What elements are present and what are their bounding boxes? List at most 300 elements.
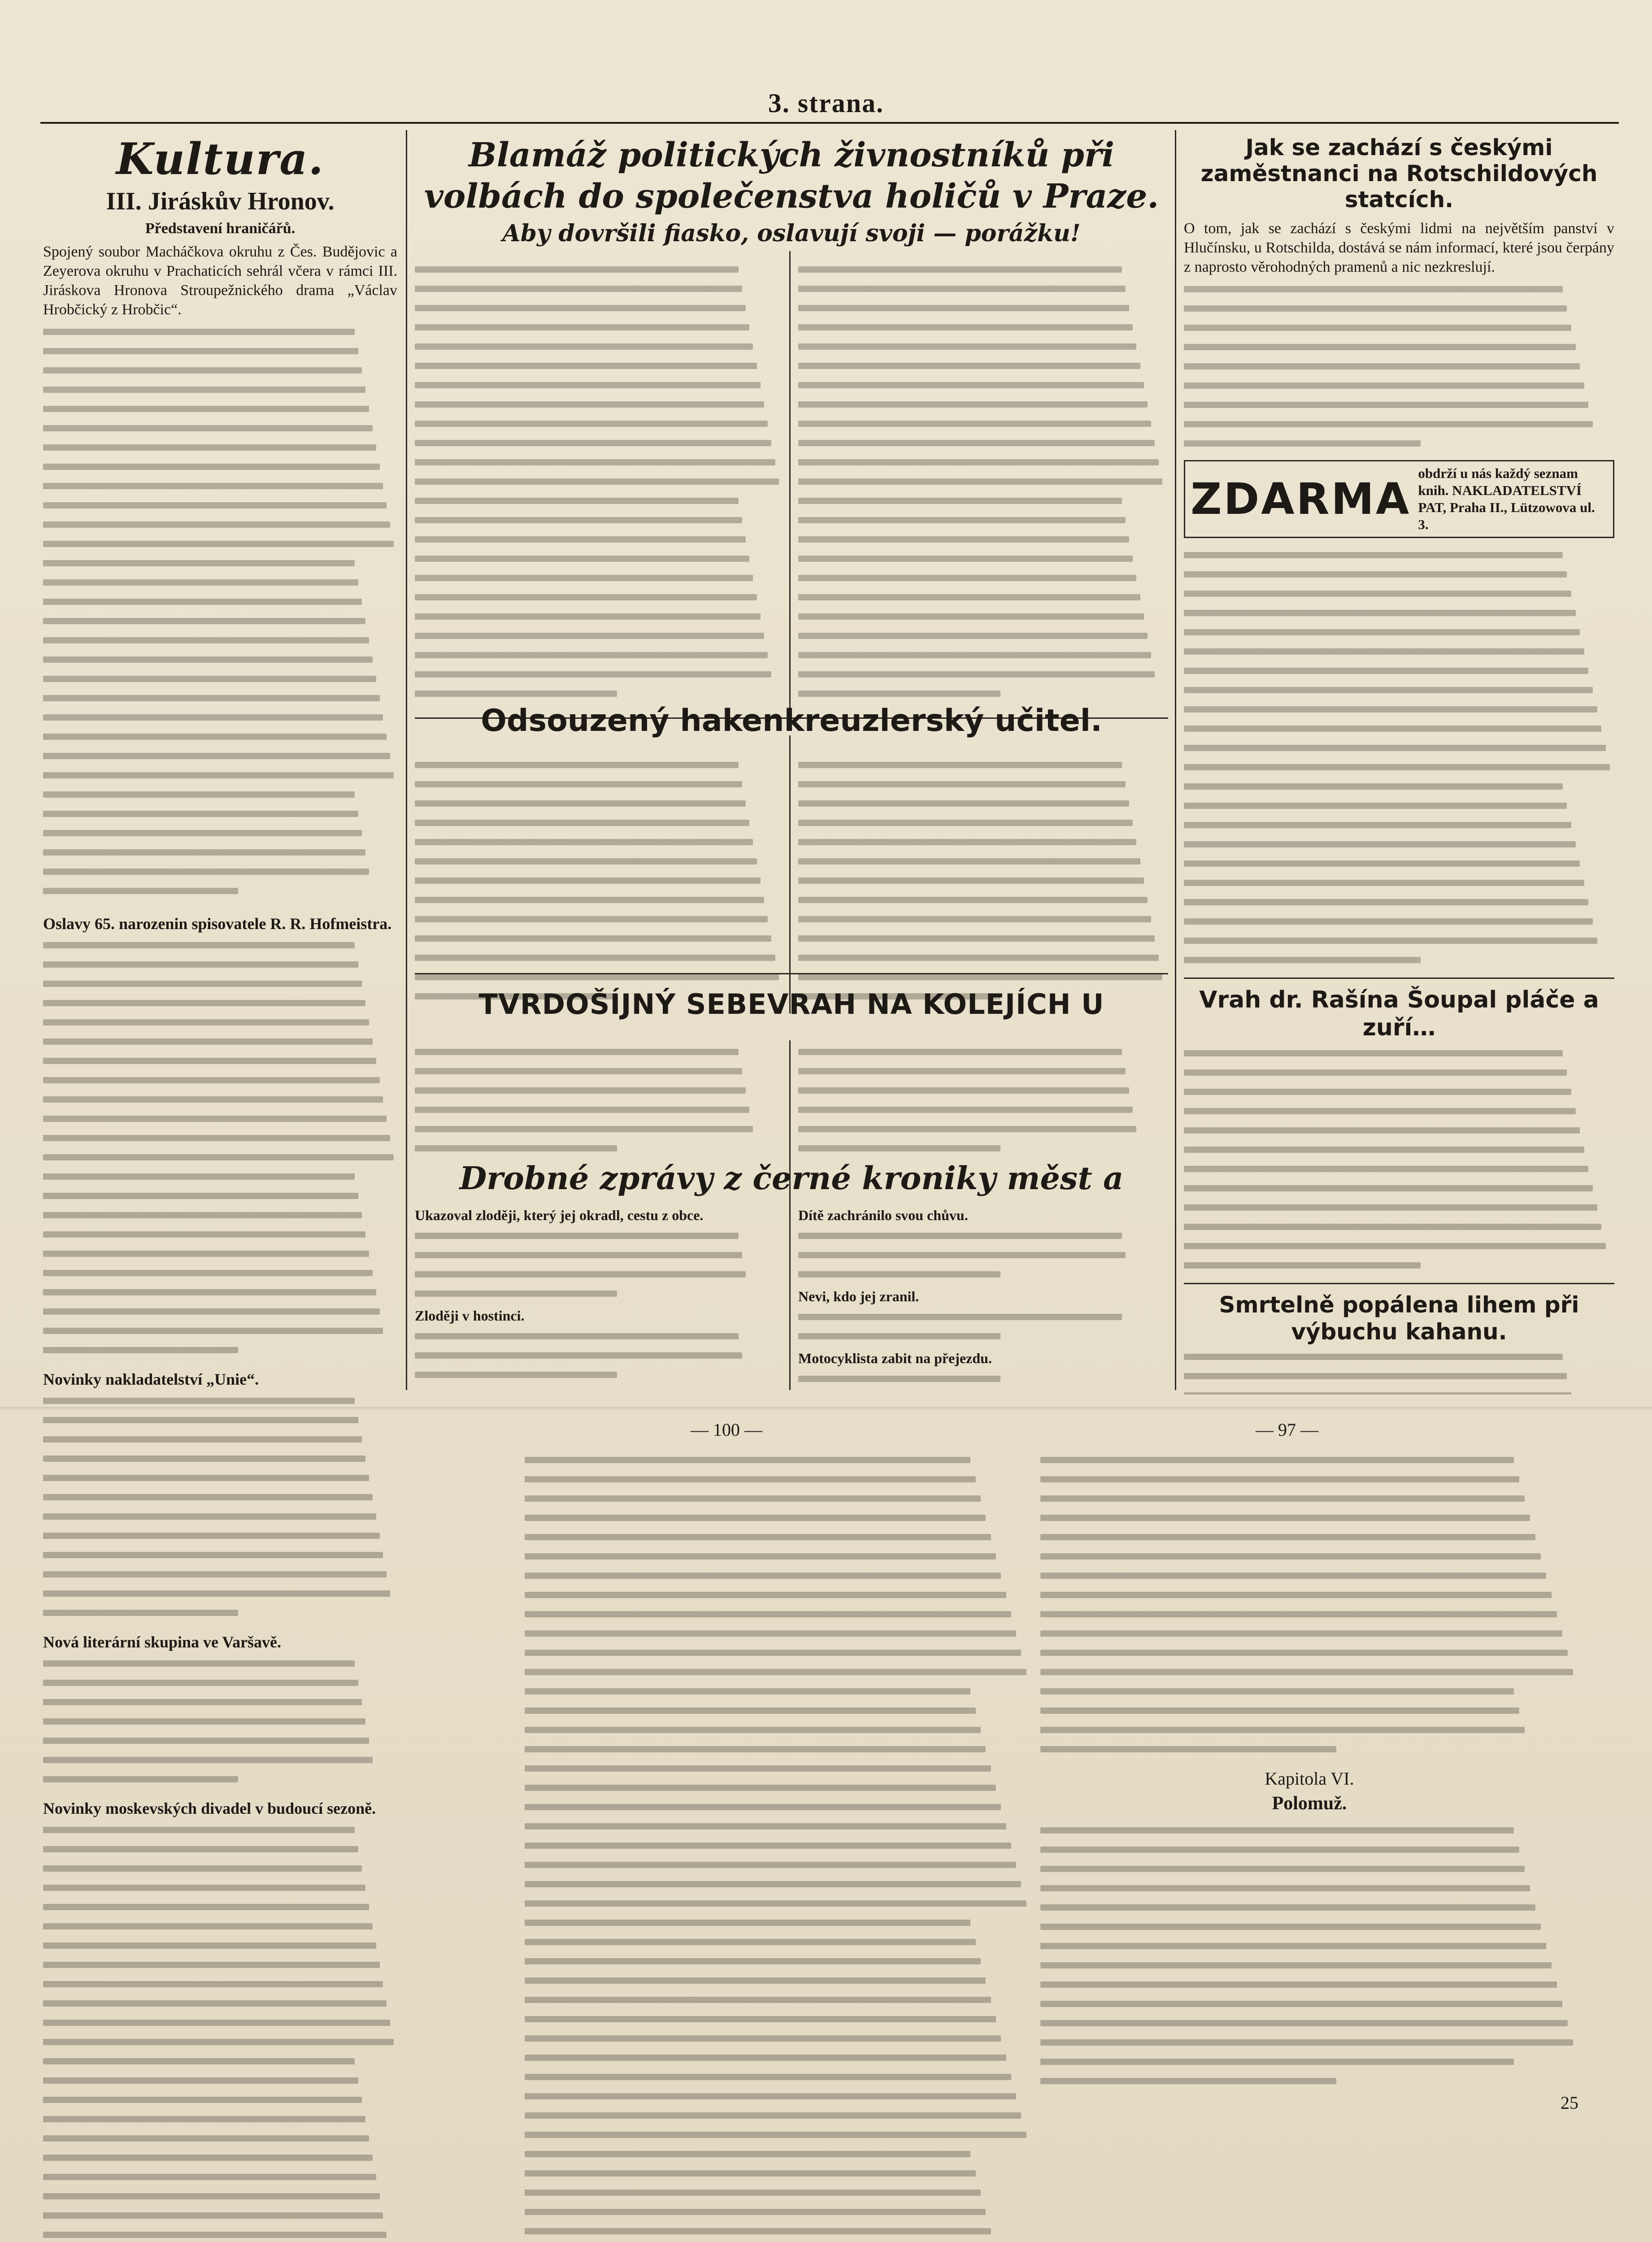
text-line — [525, 2164, 1031, 2183]
text-line — [43, 862, 397, 881]
article-body — [415, 1326, 783, 1384]
text-line — [525, 1624, 1031, 1643]
text-line — [43, 1147, 397, 1167]
text-line — [43, 476, 397, 495]
text-line — [415, 1100, 783, 1119]
text-line — [43, 1205, 397, 1225]
odsouzeny-col-1 — [415, 753, 783, 1013]
text-line — [43, 2032, 397, 2051]
text-line — [1040, 1547, 1578, 1566]
text-line — [415, 568, 783, 587]
text-line — [43, 630, 397, 650]
drobne-header — [415, 1157, 1168, 1202]
text-line — [1040, 1878, 1578, 1898]
text-line — [415, 1284, 783, 1303]
article-body — [1184, 1347, 1614, 1395]
text-line — [798, 260, 1166, 279]
text-line — [525, 1469, 1031, 1489]
text-line — [43, 1449, 397, 1468]
text-line — [525, 2067, 1031, 2086]
text-line — [1040, 1508, 1578, 1527]
text-line — [1040, 1701, 1578, 1720]
text-line — [415, 794, 783, 813]
text-line — [798, 832, 1166, 852]
blamaz-col-2 — [798, 258, 1166, 715]
text-line — [43, 1654, 397, 1673]
text-line — [43, 823, 397, 843]
text-line — [798, 1081, 1166, 1100]
text-line — [1040, 1955, 1578, 1975]
column-rule — [789, 1040, 791, 1390]
text-line — [415, 755, 783, 774]
text-line — [1040, 1739, 1578, 1759]
article-body — [415, 1226, 783, 1303]
text-line — [1184, 1236, 1614, 1256]
hronov-lead: Spojený soubor Macháčkova okruhu z Čes. Budějovic a Zeyerova okruhu v Prachaticích sehrál včera v rámci III. Jiráskova Hronova Stroupežnického drama „Václav Hrobčický z Hrobčic“. — [43, 243, 397, 318]
text-line — [798, 607, 1166, 626]
text-line — [43, 1820, 397, 1839]
text-line — [43, 457, 397, 476]
text-line — [1040, 1604, 1578, 1624]
page-number: 3. strana. — [768, 88, 884, 118]
text-line — [43, 1070, 397, 1090]
text-line — [415, 832, 783, 852]
text-line — [43, 2109, 397, 2129]
text-line — [415, 665, 783, 684]
text-line — [1040, 1566, 1578, 1585]
text-line — [43, 1712, 397, 1731]
text-line — [415, 607, 783, 626]
text-line — [798, 1307, 1166, 1326]
novel-page-number: 25 — [1561, 2093, 1578, 2113]
text-line — [798, 665, 1166, 684]
text-line — [1184, 815, 1614, 834]
hronov-title: III. Jiráskův Hronov. — [106, 187, 335, 215]
text-line — [798, 356, 1166, 375]
text-line — [43, 438, 397, 457]
text-line — [525, 1894, 1031, 1913]
text-line — [415, 549, 783, 568]
text-line — [798, 626, 1166, 645]
text-line — [43, 2186, 397, 2206]
text-line — [525, 2221, 1031, 2241]
text-line — [1184, 565, 1614, 584]
text-line — [798, 317, 1166, 337]
text-line — [415, 1226, 783, 1245]
text-line — [43, 515, 397, 534]
unie-title: Novinky nakladatelství „Unie“. — [43, 1370, 259, 1388]
text-line — [1040, 1898, 1578, 1917]
hronov-subtitle: Představení hraničářů. — [145, 220, 296, 237]
text-line — [798, 414, 1166, 433]
text-line — [525, 1527, 1031, 1547]
kultura-masthead: Kultura. — [116, 135, 324, 184]
text-line — [798, 813, 1166, 832]
text-line — [1184, 1347, 1614, 1366]
article-body — [43, 1820, 397, 2242]
text-line — [525, 1932, 1031, 1951]
text-line — [1184, 892, 1614, 912]
text-line — [415, 948, 783, 967]
text-line — [43, 1545, 397, 1564]
text-line — [798, 587, 1166, 607]
text-line — [43, 341, 397, 361]
text-line — [1040, 1450, 1578, 1469]
text-line — [1040, 2052, 1578, 2071]
text-line — [1184, 1140, 1614, 1159]
text-line — [798, 298, 1166, 317]
text-line — [525, 1951, 1031, 1971]
text-line — [525, 2125, 1031, 2144]
text-line — [43, 399, 397, 418]
vrah-headline: Vrah dr. Rašína Šoupal pláče a zuří… — [1199, 986, 1599, 1041]
article-body — [43, 1654, 397, 1789]
top-rule — [40, 122, 1619, 124]
text-line — [525, 1682, 1031, 1701]
text-line — [798, 491, 1166, 510]
text-line — [1184, 738, 1614, 757]
text-line — [415, 852, 783, 871]
folio-left: — 100 — — [691, 1420, 762, 1440]
text-line — [798, 1061, 1166, 1081]
drobne-col-2 — [798, 1206, 1166, 1395]
text-line — [1184, 1121, 1614, 1140]
text-line — [1184, 1159, 1614, 1178]
text-line — [1040, 1975, 1578, 1994]
text-line — [798, 510, 1166, 530]
tvrdosijny-header — [415, 978, 1168, 1036]
fold-shadow — [0, 1407, 1652, 1411]
text-line — [43, 1897, 397, 1916]
text-line — [43, 534, 397, 553]
text-line — [1184, 318, 1614, 337]
text-line — [415, 433, 783, 452]
text-line — [415, 890, 783, 909]
text-line — [1184, 757, 1614, 777]
text-line — [798, 948, 1166, 967]
text-line — [525, 1816, 1031, 1836]
column-rule — [406, 130, 407, 1390]
text-line — [43, 1468, 397, 1487]
text-line — [1040, 1682, 1578, 1701]
text-line — [1184, 642, 1614, 661]
text-line — [43, 322, 397, 341]
text-line — [1040, 1489, 1578, 1508]
text-line — [1040, 1936, 1578, 1955]
drobne-headline: Drobné zprávy z černé kroniky měst a — [459, 1160, 1124, 1197]
text-line — [415, 375, 783, 395]
culture-column — [43, 135, 397, 2242]
text-line — [43, 1012, 397, 1032]
text-line — [798, 472, 1166, 491]
text-line — [43, 1340, 397, 1360]
text-line — [1040, 1624, 1578, 1643]
text-line — [415, 1245, 783, 1264]
text-line — [525, 1874, 1031, 1894]
text-line — [798, 929, 1166, 948]
text-line — [525, 1566, 1031, 1585]
text-line — [1184, 854, 1614, 873]
text-line — [798, 568, 1166, 587]
drobne-item-title: Ukazoval zloději, který jej okradl, cestu z obce. — [415, 1207, 704, 1223]
text-line — [43, 708, 397, 727]
article-body — [415, 260, 783, 703]
text-line — [1184, 622, 1614, 642]
text-line — [525, 1643, 1031, 1662]
text-line — [798, 890, 1166, 909]
text-line — [415, 1061, 783, 1081]
text-line — [1184, 719, 1614, 738]
text-line — [1184, 545, 1614, 565]
text-line — [43, 361, 397, 380]
text-line — [43, 993, 397, 1012]
text-line — [43, 2129, 397, 2148]
text-line — [1184, 584, 1614, 603]
text-line — [1184, 603, 1614, 622]
text-line — [415, 298, 783, 317]
text-line — [525, 2029, 1031, 2048]
text-line — [43, 2013, 397, 2032]
text-line — [43, 1955, 397, 1974]
text-line — [43, 1410, 397, 1429]
text-line — [798, 1119, 1166, 1138]
text-line — [43, 1263, 397, 1282]
text-line — [1184, 1366, 1614, 1386]
text-line — [415, 1138, 783, 1158]
text-line — [415, 774, 783, 794]
text-line — [1184, 376, 1614, 395]
text-line — [43, 881, 397, 900]
text-line — [43, 553, 397, 573]
text-line — [415, 279, 783, 298]
text-line — [1184, 1101, 1614, 1121]
odsouzeny-header — [415, 700, 1168, 744]
text-line — [43, 1859, 397, 1878]
article-body — [43, 1391, 397, 1622]
text-line — [43, 573, 397, 592]
text-line — [43, 1487, 397, 1507]
text-line — [43, 495, 397, 515]
text-line — [1184, 796, 1614, 815]
text-line — [1040, 1585, 1578, 1604]
column-rule — [1175, 130, 1176, 1390]
text-line — [43, 1051, 397, 1070]
oslavy-title: Oslavy 65. narozenin spisovatele R. R. Hofmeistra. — [43, 915, 392, 933]
text-line — [43, 2225, 397, 2242]
smrtelne-headline: Smrtelně popálena lihem při výbuchu kahanu. — [1219, 1292, 1579, 1345]
text-line — [1184, 299, 1614, 318]
text-line — [43, 380, 397, 399]
text-line — [43, 1731, 397, 1750]
text-line — [43, 843, 397, 862]
text-line — [43, 592, 397, 611]
text-line — [1184, 356, 1614, 376]
text-line — [1184, 1256, 1614, 1275]
odsouzeny-headline: Odsouzený hakenkreuzlerský učitel. — [481, 703, 1102, 739]
odsouzeny-col-2 — [798, 753, 1166, 1013]
text-line — [798, 794, 1166, 813]
text-line — [43, 1916, 397, 1936]
text-line — [525, 1720, 1031, 1739]
text-line — [415, 813, 783, 832]
novel-chapter-title: Polomuž. — [1272, 1793, 1347, 1814]
text-line — [43, 2071, 397, 2090]
text-line — [415, 1042, 783, 1061]
text-line — [1184, 700, 1614, 719]
text-line — [43, 2148, 397, 2167]
text-line — [798, 909, 1166, 929]
text-line — [415, 414, 783, 433]
text-line — [525, 1778, 1031, 1797]
text-line — [525, 2202, 1031, 2221]
column-rule — [789, 735, 791, 1013]
text-line — [43, 1302, 397, 1321]
novel-right-page — [1040, 1448, 1578, 2242]
blamaz-headline: Blamáž politických živnostníků při volbách do společenstva holičů v Praze. — [424, 136, 1159, 216]
text-line — [415, 1346, 783, 1365]
section-rule — [1184, 978, 1614, 979]
text-line — [798, 375, 1166, 395]
text-line — [798, 1326, 1166, 1346]
text-line — [415, 909, 783, 929]
text-line — [43, 1244, 397, 1263]
text-line — [1184, 1063, 1614, 1082]
right-column — [1184, 135, 1614, 1395]
text-line — [525, 1797, 1031, 1816]
text-line — [415, 1365, 783, 1384]
text-line — [1040, 2071, 1578, 2090]
text-line — [43, 1032, 397, 1051]
article-body — [525, 1450, 1031, 2242]
moskva-title: Novinky moskevských divadel v budoucí sezoně. — [43, 1799, 376, 1817]
text-line — [1184, 1082, 1614, 1101]
article-body — [43, 935, 397, 1360]
text-line — [43, 804, 397, 823]
text-line — [525, 1759, 1031, 1778]
text-line — [43, 1225, 397, 1244]
text-line — [798, 871, 1166, 890]
text-line — [798, 549, 1166, 568]
novel-chapter: Kapitola VI. — [1265, 1768, 1354, 1789]
text-line — [415, 587, 783, 607]
text-line — [415, 1119, 783, 1138]
text-line — [1184, 950, 1614, 969]
article-body — [415, 755, 783, 1006]
text-line — [798, 645, 1166, 665]
text-line — [43, 727, 397, 746]
text-line — [43, 418, 397, 438]
text-line — [525, 1585, 1031, 1604]
column-rule — [789, 251, 791, 717]
text-line — [415, 510, 783, 530]
text-line — [415, 472, 783, 491]
text-line — [1184, 1043, 1614, 1063]
text-line — [798, 452, 1166, 472]
article-body — [1184, 279, 1614, 453]
text-line — [43, 1109, 397, 1128]
novel-left-page — [525, 1448, 1031, 2242]
text-line — [1184, 337, 1614, 356]
text-line — [798, 774, 1166, 794]
article-body — [415, 1042, 783, 1158]
text-line — [525, 1971, 1031, 1990]
text-line — [43, 2167, 397, 2186]
text-line — [415, 452, 783, 472]
text-line — [415, 337, 783, 356]
text-line — [525, 1739, 1031, 1759]
text-line — [1184, 1386, 1614, 1395]
text-line — [798, 1369, 1166, 1388]
drobne-item-title: Motocyklista zabit na přejezdu. — [798, 1350, 992, 1366]
zdarma-advert — [1184, 460, 1614, 538]
tvrdosijny-col-2 — [798, 1040, 1166, 1175]
text-line — [1184, 1178, 1614, 1198]
text-line — [1040, 1994, 1578, 2013]
text-line — [43, 1429, 397, 1449]
text-line — [43, 1128, 397, 1147]
text-line — [43, 765, 397, 785]
text-line — [43, 1692, 397, 1712]
text-line — [525, 2144, 1031, 2164]
text-line — [43, 1750, 397, 1769]
text-line — [798, 852, 1166, 871]
article-body — [798, 1307, 1166, 1346]
text-line — [1184, 873, 1614, 892]
article-body — [798, 1369, 1166, 1388]
text-line — [798, 395, 1166, 414]
text-line — [43, 1584, 397, 1603]
text-line — [43, 1769, 397, 1789]
text-line — [43, 1994, 397, 2013]
zdarma-word: ZDARMA — [1191, 474, 1411, 524]
text-line — [1040, 1469, 1578, 1489]
text-line — [415, 260, 783, 279]
text-line — [1184, 931, 1614, 950]
text-line — [525, 1450, 1031, 1469]
text-line — [43, 1321, 397, 1340]
text-line — [43, 1564, 397, 1584]
text-line — [43, 1167, 397, 1186]
text-line — [43, 935, 397, 955]
text-line — [43, 1673, 397, 1692]
text-line — [43, 1974, 397, 1994]
drobne-item-title: Nevi, kdo jej zranil. — [798, 1288, 919, 1304]
text-line — [415, 645, 783, 665]
text-line — [798, 279, 1166, 298]
rotschild-lead: O tom, jak se zachází s českými lidmi na největším panství v Hlučínsku, u Rotschilda, dostává se nám informací, které jsou čerpány z naprosto věrohodných pramenů a nic nezkreslují. — [1184, 220, 1614, 275]
drobne-item-title: Zloději v hostinci. — [415, 1308, 525, 1324]
section-rule — [415, 973, 1168, 974]
article-body — [1040, 1821, 1578, 2090]
tvrdosijny-col-1 — [415, 1040, 783, 1175]
text-line — [415, 491, 783, 510]
text-line — [1184, 680, 1614, 700]
text-line — [415, 871, 783, 890]
text-line — [1184, 279, 1614, 299]
text-line — [43, 1282, 397, 1302]
text-line — [525, 2009, 1031, 2029]
text-line — [43, 974, 397, 993]
text-line — [525, 1836, 1031, 1855]
article-body — [1184, 545, 1614, 969]
text-line — [798, 1138, 1166, 1158]
text-line — [1184, 661, 1614, 680]
folio-right: — 97 — — [1256, 1420, 1318, 1440]
text-line — [43, 1090, 397, 1109]
text-line — [415, 1326, 783, 1346]
drobne-col-1 — [415, 1206, 783, 1395]
text-line — [415, 929, 783, 948]
